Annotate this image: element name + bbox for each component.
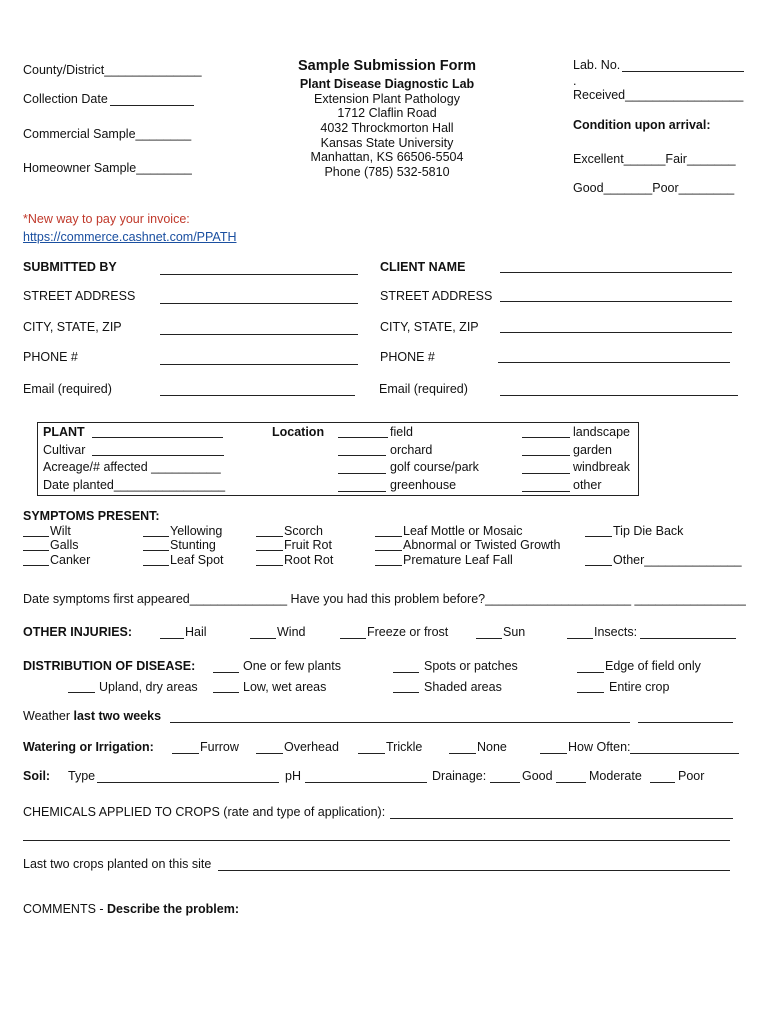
abnormal-blank[interactable] [375,550,402,551]
fruitrot-blank[interactable] [256,550,283,551]
other-injuries-label: OTHER INJURIES: [23,625,133,639]
phone-label-left: PHONE # [23,350,78,364]
orchard-blank[interactable] [338,455,386,456]
golf-blank[interactable] [338,473,386,474]
loc-windbreak: windbreak [573,460,630,474]
water-none: None [477,740,507,754]
howoften-blank[interactable] [540,753,567,754]
email-label-right: Email (required) [379,382,468,396]
symptom-other: Other______________ [613,553,742,567]
howoften-field[interactable] [630,753,739,754]
sun-blank[interactable] [476,638,502,639]
loc-greenhouse: greenhouse [390,478,457,492]
symptom-leaf-spot: Leaf Spot [170,553,224,567]
wind-blank[interactable] [250,638,276,639]
email-field-right[interactable] [500,395,738,396]
spots-blank[interactable] [393,672,419,673]
homeowner-sample-label: Homeowner Sample________ [23,161,192,175]
city-label-right: CITY, STATE, ZIP [380,320,479,334]
windbreak-blank[interactable] [522,473,570,474]
symptom-abnormal-growth: Abnormal or Twisted Growth [403,538,561,552]
lab-no-field[interactable] [622,71,744,72]
comments-prefix: COMMENTS - [23,902,108,916]
mottle-blank[interactable] [375,536,402,537]
dist-upland: Upland, dry areas [99,680,198,694]
symptom-premature-leaf-fall: Premature Leaf Fall [403,553,513,567]
collection-date-field[interactable] [110,105,194,106]
hail-blank[interactable] [160,638,184,639]
phone-field-right[interactable] [498,362,730,363]
symptom-yellowing: Yellowing [170,524,223,538]
comments-area[interactable] [23,920,738,1010]
weather-field[interactable] [170,722,630,723]
address-line-5: Manhattan, KS 66506-5504 [310,150,464,164]
tipdieback-blank[interactable] [585,536,612,537]
address-line-1: Extension Plant Pathology [314,92,460,106]
dist-entire-crop: Entire crop [609,680,670,694]
upland-blank[interactable] [68,692,95,693]
received-label: Received_________________ [573,88,744,102]
symptom-tip-die-back: Tip Die Back [613,524,684,538]
scorch-blank[interactable] [256,536,283,537]
insects-blank[interactable] [567,638,593,639]
moderate-blank[interactable] [556,782,586,783]
loc-golf-course: golf course/park [390,460,479,474]
canker-blank[interactable] [23,565,49,566]
symptom-wilt: Wilt [50,524,71,538]
last-crops-label: Last two crops planted on this site [23,857,212,871]
injury-insects: Insects: [594,625,638,639]
one-few-blank[interactable] [213,672,239,673]
plant-field[interactable] [92,437,223,438]
collection-date-label: Collection Date [23,92,108,106]
other-blank[interactable] [522,491,570,492]
furrow-blank[interactable] [172,753,199,754]
shaded-blank[interactable] [393,692,419,693]
location-label: Location [272,425,325,439]
injury-sun: Sun [503,625,526,639]
insects-field[interactable] [640,638,736,639]
weather-prefix: Weather [23,709,74,723]
comments-label [23,902,239,916]
client-name-field[interactable] [500,272,732,273]
soil-ph-label: pH [285,769,301,783]
loc-orchard: orchard [390,443,433,457]
condition-good-poor: Good_______Poor________ [573,181,735,195]
distribution-label: DISTRIBUTION OF DISEASE: [23,659,196,673]
symptom-fruit-rot: Fruit Rot [284,538,332,552]
city-field-left[interactable] [160,334,358,335]
loc-field: field [390,425,413,439]
landscape-blank[interactable] [522,437,570,438]
injury-freeze: Freeze or frost [367,625,449,639]
street-label-right: STREET ADDRESS [380,289,493,303]
date-appeared-line: Date symptoms first appeared______________ Have you had this problem before?_____________________ ________________ [23,592,746,606]
phone-line: Phone (785) 532-5810 [324,165,450,179]
weather-label [23,709,161,723]
soil-ph-field[interactable] [305,782,427,783]
commercial-sample-label: Commercial Sample________ [23,127,192,141]
phone-label-right: PHONE # [380,350,435,364]
lab-no-label: Lab. No. [573,58,621,72]
symptom-canker: Canker [50,553,91,567]
chemicals-label: CHEMICALS APPLIED TO CROPS (rate and type of application): [23,805,386,819]
last-crops-field[interactable] [218,870,730,871]
rootrot-blank[interactable] [256,565,283,566]
symptom-root-rot: Root Rot [284,553,334,567]
payment-link[interactable]: https://commerce.cashnet.com/PPATH [23,230,237,244]
cultivar-field[interactable] [92,455,224,456]
payment-notice: *New way to pay your invoice: [23,212,190,226]
weather-bold: last two weeks [73,709,162,723]
condition-excellent-fair: Excellent______Fair_______ [573,152,736,166]
submitted-by-label: SUBMITTED BY [23,260,117,274]
greenhouse-blank[interactable] [338,491,386,492]
drainage-poor: Poor [678,769,705,783]
drainage-good: Good [522,769,553,783]
dist-spots-patches: Spots or patches [424,659,518,673]
lab-name: Plant Disease Diagnostic Lab [299,77,475,91]
wilt-blank[interactable] [23,536,49,537]
symptom-stunting: Stunting [170,538,216,552]
date-planted-label: Date planted________________ [43,478,226,492]
chemicals-field-2[interactable] [23,840,730,841]
freeze-blank[interactable] [340,638,366,639]
comments-bold: Describe the problem: [107,902,240,916]
email-label-left: Email (required) [23,382,112,396]
plant-label: PLANT [43,425,85,439]
county-district-label: County/District______________ [23,63,202,77]
none-blank[interactable] [449,753,476,754]
form-title: Sample Submission Form [297,58,477,74]
water-overhead: Overhead [284,740,339,754]
injury-wind: Wind [277,625,306,639]
entire-blank[interactable] [577,692,604,693]
overhead-blank[interactable] [256,753,283,754]
dot: . [573,74,577,88]
edge-blank[interactable] [577,672,604,673]
dist-low-wet: Low, wet areas [243,680,327,694]
address-line-2: 1712 Claflin Road [337,106,437,120]
condition-label: Condition upon arrival: [573,118,711,132]
poor-blank[interactable] [650,782,675,783]
email-field-left[interactable] [160,395,355,396]
drainage-label: Drainage: [432,769,487,783]
soil-type-label: Type [68,769,96,783]
submitted-by-field[interactable] [160,274,358,275]
symptom-scorch: Scorch [284,524,323,538]
drainage-moderate: Moderate [589,769,642,783]
water-furrow: Furrow [200,740,239,754]
dist-edge-field: Edge of field only [605,659,701,673]
address-line-3: 4032 Throckmorton Hall [320,121,454,135]
city-field-right[interactable] [500,332,732,333]
water-trickle: Trickle [386,740,423,754]
symptom-galls: Galls [50,538,79,552]
city-label-left: CITY, STATE, ZIP [23,320,122,334]
chemicals-field[interactable] [390,818,733,819]
watering-label: Watering or Irrigation: [23,740,154,754]
good-blank[interactable] [490,782,520,783]
galls-blank[interactable] [23,550,49,551]
acreage-label: Acreage/# affected __________ [43,460,221,474]
address-line-4: Kansas State University [320,136,454,150]
symptom-leaf-mottle: Leaf Mottle or Mosaic [403,524,523,538]
water-how-often: How Often: [568,740,631,754]
cultivar-label: Cultivar [43,443,86,457]
leafspot-blank[interactable] [143,565,169,566]
lowwet-blank[interactable] [213,692,239,693]
garden-blank[interactable] [522,455,570,456]
street-field-right[interactable] [500,301,732,302]
loc-other: other [573,478,602,492]
other-symptom-blank[interactable] [585,565,612,566]
soil-label: Soil: [23,769,51,783]
dist-one-few: One or few plants [243,659,341,673]
dist-shaded: Shaded areas [424,680,502,694]
leaffall-blank[interactable] [375,565,402,566]
phone-field-left[interactable] [160,364,358,365]
loc-landscape: landscape [573,425,630,439]
stunting-blank[interactable] [143,550,169,551]
injury-hail: Hail [185,625,207,639]
soil-type-field[interactable] [97,782,279,783]
yellowing-blank[interactable] [143,536,169,537]
client-name-label: CLIENT NAME [380,260,466,274]
trickle-blank[interactable] [358,753,385,754]
weather-field-2[interactable] [638,722,733,723]
loc-garden: garden [573,443,612,457]
street-label-left: STREET ADDRESS [23,289,136,303]
field-blank[interactable] [338,437,388,438]
symptoms-heading: SYMPTOMS PRESENT: [23,509,160,523]
street-field-left[interactable] [160,303,358,304]
